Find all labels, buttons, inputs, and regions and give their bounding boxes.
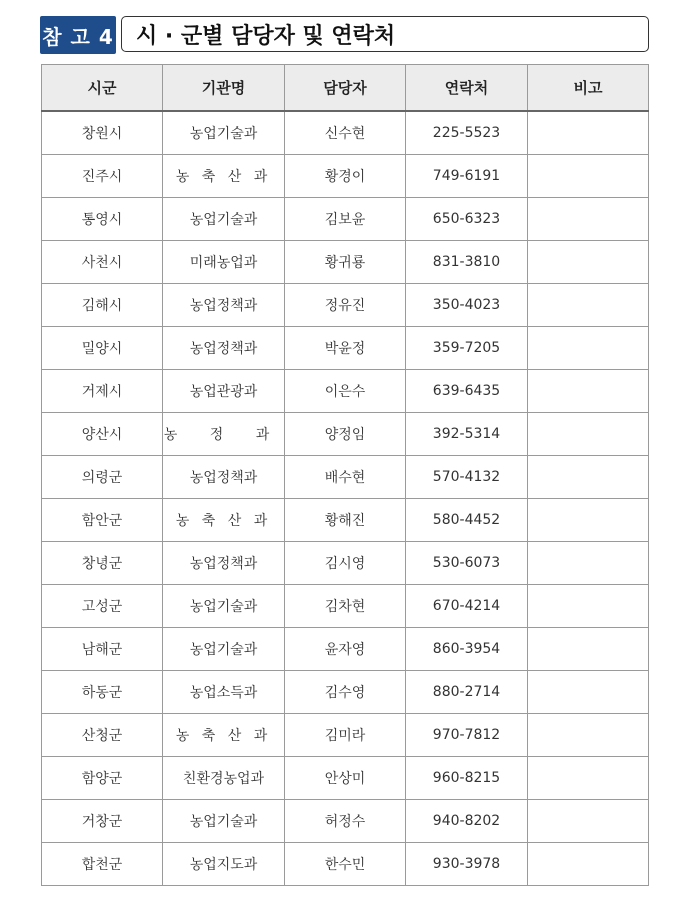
cell-phone: 960-8215 <box>406 757 528 800</box>
cell-city: 밀양시 <box>42 327 163 370</box>
cell-agency: 농업기술과 <box>163 111 285 155</box>
cell-person: 배수현 <box>285 456 406 499</box>
cell-person: 허정수 <box>285 800 406 843</box>
table-row <box>42 327 649 370</box>
table-row <box>42 843 649 886</box>
cell-note <box>528 757 649 800</box>
cell-agency: 농 정 과 <box>163 413 285 456</box>
cell-phone: 749-6191 <box>406 155 528 198</box>
cell-person: 양정임 <box>285 413 406 456</box>
cell-agency: 농업기술과 <box>163 800 285 843</box>
cell-city: 양산시 <box>42 413 163 456</box>
cell-note <box>528 585 649 628</box>
cell-note <box>528 155 649 198</box>
cell-agency: 농업소득과 <box>163 671 285 714</box>
cell-phone: 350-4023 <box>406 284 528 327</box>
table-row <box>42 499 649 542</box>
cell-phone: 860-3954 <box>406 628 528 671</box>
cell-city: 하동군 <box>42 671 163 714</box>
cell-city: 함안군 <box>42 499 163 542</box>
table-row <box>42 757 649 800</box>
cell-city: 거제시 <box>42 370 163 413</box>
page-title: 시 · 군별 담당자 및 연락처 <box>121 16 649 52</box>
cell-person: 한수민 <box>285 843 406 886</box>
cell-phone: 880-2714 <box>406 671 528 714</box>
table-row <box>42 542 649 585</box>
cell-note <box>528 456 649 499</box>
cell-city: 통영시 <box>42 198 163 241</box>
cell-phone: 670-4214 <box>406 585 528 628</box>
cell-agency: 농업기술과 <box>163 628 285 671</box>
column-header-agency: 기관명 <box>163 65 285 112</box>
cell-city: 남해군 <box>42 628 163 671</box>
cell-city: 산청군 <box>42 714 163 757</box>
cell-agency: 농업정책과 <box>163 542 285 585</box>
cell-person: 황경이 <box>285 155 406 198</box>
cell-agency: 농 축 산 과 <box>163 155 285 198</box>
cell-agency: 농업정책과 <box>163 327 285 370</box>
cell-note <box>528 327 649 370</box>
table-row <box>42 413 649 456</box>
cell-agency: 농업기술과 <box>163 585 285 628</box>
cell-note <box>528 241 649 284</box>
cell-note <box>528 843 649 886</box>
cell-phone: 831-3810 <box>406 241 528 284</box>
cell-city: 김해시 <box>42 284 163 327</box>
cell-note <box>528 198 649 241</box>
table-row <box>42 671 649 714</box>
cell-person: 김미라 <box>285 714 406 757</box>
cell-person: 김수영 <box>285 671 406 714</box>
table-row <box>42 628 649 671</box>
cell-phone: 530-6073 <box>406 542 528 585</box>
cell-person: 안상미 <box>285 757 406 800</box>
table-body <box>42 111 649 886</box>
cell-person: 윤자영 <box>285 628 406 671</box>
cell-phone: 930-3978 <box>406 843 528 886</box>
cell-phone: 570-4132 <box>406 456 528 499</box>
table-row <box>42 111 649 155</box>
cell-phone: 580-4452 <box>406 499 528 542</box>
cell-agency: 농업정책과 <box>163 284 285 327</box>
column-header-person: 담당자 <box>285 65 406 112</box>
cell-city: 창원시 <box>42 111 163 155</box>
cell-note <box>528 370 649 413</box>
table-row <box>42 714 649 757</box>
cell-note <box>528 499 649 542</box>
cell-note <box>528 284 649 327</box>
cell-person: 황귀룡 <box>285 241 406 284</box>
cell-city: 함양군 <box>42 757 163 800</box>
cell-agency: 농업관광과 <box>163 370 285 413</box>
table-row <box>42 198 649 241</box>
cell-city: 고성군 <box>42 585 163 628</box>
table-row <box>42 800 649 843</box>
cell-phone: 970-7812 <box>406 714 528 757</box>
cell-phone: 639-6435 <box>406 370 528 413</box>
cell-note <box>528 714 649 757</box>
cell-person: 김보윤 <box>285 198 406 241</box>
cell-person: 김차현 <box>285 585 406 628</box>
cell-note <box>528 800 649 843</box>
cell-agency: 농 축 산 과 <box>163 499 285 542</box>
table-row <box>42 284 649 327</box>
cell-city: 의령군 <box>42 456 163 499</box>
cell-phone: 359-7205 <box>406 327 528 370</box>
cell-city: 사천시 <box>42 241 163 284</box>
cell-city: 창녕군 <box>42 542 163 585</box>
cell-note <box>528 628 649 671</box>
cell-person: 박윤정 <box>285 327 406 370</box>
cell-agency: 미래농업과 <box>163 241 285 284</box>
cell-agency: 농업기술과 <box>163 198 285 241</box>
contacts-table <box>41 64 649 886</box>
cell-person: 이은수 <box>285 370 406 413</box>
cell-phone: 940-8202 <box>406 800 528 843</box>
cell-note <box>528 671 649 714</box>
cell-note <box>528 413 649 456</box>
table-row <box>42 370 649 413</box>
cell-agency: 농업지도과 <box>163 843 285 886</box>
reference-badge: 참 고 4 <box>40 16 116 54</box>
cell-city: 진주시 <box>42 155 163 198</box>
table-row <box>42 585 649 628</box>
column-header-phone: 연락처 <box>406 65 528 112</box>
cell-person: 김시영 <box>285 542 406 585</box>
cell-phone: 392-5314 <box>406 413 528 456</box>
column-header-note: 비고 <box>528 65 649 112</box>
cell-note <box>528 111 649 155</box>
cell-note <box>528 542 649 585</box>
table-row <box>42 155 649 198</box>
cell-agency: 농 축 산 과 <box>163 714 285 757</box>
table-header-row <box>42 65 649 112</box>
cell-agency: 농업정책과 <box>163 456 285 499</box>
cell-agency: 친환경농업과 <box>163 757 285 800</box>
cell-phone: 650-6323 <box>406 198 528 241</box>
cell-city: 합천군 <box>42 843 163 886</box>
cell-phone: 225-5523 <box>406 111 528 155</box>
cell-city: 거창군 <box>42 800 163 843</box>
cell-person: 정유진 <box>285 284 406 327</box>
cell-person: 신수현 <box>285 111 406 155</box>
table-row <box>42 241 649 284</box>
column-header-city: 시군 <box>42 65 163 112</box>
cell-person: 황해진 <box>285 499 406 542</box>
table-row <box>42 456 649 499</box>
